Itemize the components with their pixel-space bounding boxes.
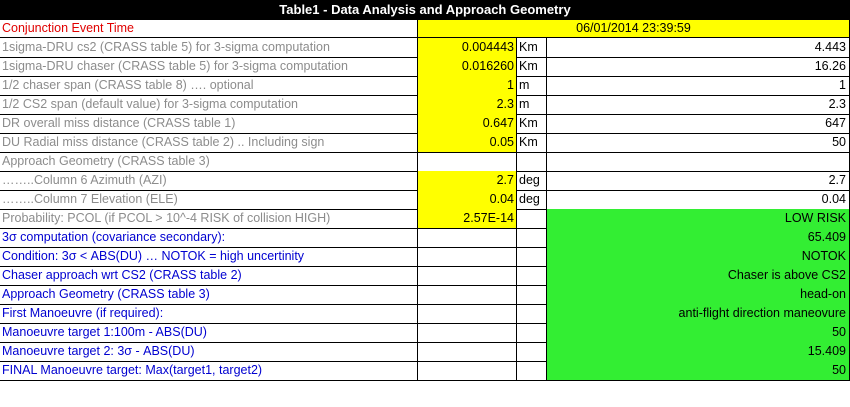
unit-cell bbox=[517, 323, 547, 342]
input-cell[interactable]: 0.004443 bbox=[418, 38, 517, 57]
unit-cell: m bbox=[517, 76, 547, 95]
result-cell: 16.26 bbox=[547, 57, 850, 76]
unit-cell: Km bbox=[517, 133, 547, 152]
unit-cell bbox=[517, 152, 547, 171]
row-label: Approach Geometry (CRASS table 3) bbox=[0, 285, 418, 304]
table-row bbox=[0, 152, 850, 172]
row-label: 3σ computation (covariance secondary): bbox=[0, 228, 418, 247]
result-cell bbox=[547, 152, 850, 171]
input-cell[interactable]: 2.7 bbox=[418, 171, 517, 190]
row-label: DR overall miss distance (CRASS table 1) bbox=[0, 114, 418, 133]
table-row bbox=[0, 171, 850, 191]
result-cell: 1 bbox=[547, 76, 850, 95]
unit-cell: m bbox=[517, 95, 547, 114]
row-label: FINAL Manoeuvre target: Max(target1, target2) bbox=[0, 361, 418, 380]
table-title: Table1 - Data Analysis and Approach Geometry bbox=[0, 0, 850, 20]
input-cell[interactable]: 2.57E-14 bbox=[418, 209, 517, 228]
result-cell: 2.3 bbox=[547, 95, 850, 114]
unit-cell bbox=[517, 304, 547, 323]
table-row bbox=[0, 76, 850, 96]
table-row bbox=[0, 247, 850, 267]
table-row bbox=[0, 38, 850, 58]
input-cell[interactable] bbox=[418, 247, 517, 266]
result-cell: 65.409 bbox=[547, 228, 850, 247]
table-row bbox=[0, 361, 850, 381]
input-cell[interactable] bbox=[418, 342, 517, 361]
event-row bbox=[0, 20, 850, 38]
unit-cell bbox=[517, 266, 547, 285]
result-cell: 50 bbox=[547, 133, 850, 152]
result-cell: 50 bbox=[547, 323, 850, 342]
row-label: Condition: 3σ < ABS(DU) … NOTOK = high uncertinity bbox=[0, 247, 418, 266]
result-cell: 50 bbox=[547, 361, 850, 380]
row-label: ……..Column 7 Elevation (ELE) bbox=[0, 190, 418, 209]
table-row bbox=[0, 285, 850, 305]
table-row bbox=[0, 209, 850, 229]
event-time-cell[interactable]: 06/01/2014 23:39:59 bbox=[418, 20, 850, 37]
row-label: Manoeuvre target 2: 3σ - ABS(DU) bbox=[0, 342, 418, 361]
input-cell[interactable] bbox=[418, 285, 517, 304]
row-label: Probability: PCOL (if PCOL > 10^-4 RISK of collision HIGH) bbox=[0, 209, 418, 228]
table-row bbox=[0, 190, 850, 210]
unit-cell bbox=[517, 247, 547, 266]
table-row bbox=[0, 133, 850, 153]
unit-cell bbox=[517, 361, 547, 380]
input-cell[interactable]: 0.647 bbox=[418, 114, 517, 133]
table-row bbox=[0, 57, 850, 77]
table-row bbox=[0, 95, 850, 115]
result-cell: 15.409 bbox=[547, 342, 850, 361]
input-cell[interactable] bbox=[418, 304, 517, 323]
unit-cell bbox=[517, 228, 547, 247]
unit-cell: Km bbox=[517, 38, 547, 57]
row-label: First Manoeuvre (if required): bbox=[0, 304, 418, 323]
row-label: 1sigma-DRU chaser (CRASS table 5) for 3-sigma computation bbox=[0, 57, 418, 76]
row-label: 1/2 chaser span (CRASS table 8) …. optional bbox=[0, 76, 418, 95]
table-row bbox=[0, 304, 850, 324]
result-cell: Chaser is above CS2 bbox=[547, 266, 850, 285]
row-label: Approach Geometry (CRASS table 3) bbox=[0, 152, 418, 171]
table-row bbox=[0, 114, 850, 134]
event-label: Conjunction Event Time bbox=[0, 20, 418, 37]
result-cell: 647 bbox=[547, 114, 850, 133]
result-cell: head-on bbox=[547, 285, 850, 304]
result-cell: LOW RISK bbox=[547, 209, 850, 228]
input-cell[interactable] bbox=[418, 323, 517, 342]
input-cell[interactable]: 1 bbox=[418, 76, 517, 95]
input-cell[interactable]: 2.3 bbox=[418, 95, 517, 114]
input-cell[interactable]: 0.016260 bbox=[418, 57, 517, 76]
input-cell[interactable] bbox=[418, 228, 517, 247]
unit-cell: deg bbox=[517, 190, 547, 209]
result-cell: 0.04 bbox=[547, 190, 850, 209]
unit-cell: deg bbox=[517, 171, 547, 190]
table-row bbox=[0, 342, 850, 362]
row-label: Manoeuvre target 1:100m - ABS(DU) bbox=[0, 323, 418, 342]
input-cell[interactable] bbox=[418, 152, 517, 171]
result-cell: 4.443 bbox=[547, 38, 850, 57]
result-cell: NOTOK bbox=[547, 247, 850, 266]
table-row bbox=[0, 266, 850, 286]
row-label: 1/2 CS2 span (default value) for 3-sigma computation bbox=[0, 95, 418, 114]
input-cell[interactable] bbox=[418, 266, 517, 285]
input-cell[interactable] bbox=[418, 361, 517, 380]
unit-cell: Km bbox=[517, 114, 547, 133]
result-cell: 2.7 bbox=[547, 171, 850, 190]
row-label: 1sigma-DRU cs2 (CRASS table 5) for 3-sigma computation bbox=[0, 38, 418, 57]
table-row bbox=[0, 323, 850, 343]
input-cell[interactable]: 0.05 bbox=[418, 133, 517, 152]
unit-cell bbox=[517, 285, 547, 304]
table-row bbox=[0, 228, 850, 248]
unit-cell: Km bbox=[517, 57, 547, 76]
input-cell[interactable]: 0.04 bbox=[418, 190, 517, 209]
row-label: DU Radial miss distance (CRASS table 2) .. Including sign bbox=[0, 133, 418, 152]
row-label: Chaser approach wrt CS2 (CRASS table 2) bbox=[0, 266, 418, 285]
row-label: ……..Column 6 Azimuth (AZI) bbox=[0, 171, 418, 190]
result-cell: anti-flight direction maneovure bbox=[547, 304, 850, 323]
unit-cell bbox=[517, 342, 547, 361]
unit-cell bbox=[517, 209, 547, 228]
